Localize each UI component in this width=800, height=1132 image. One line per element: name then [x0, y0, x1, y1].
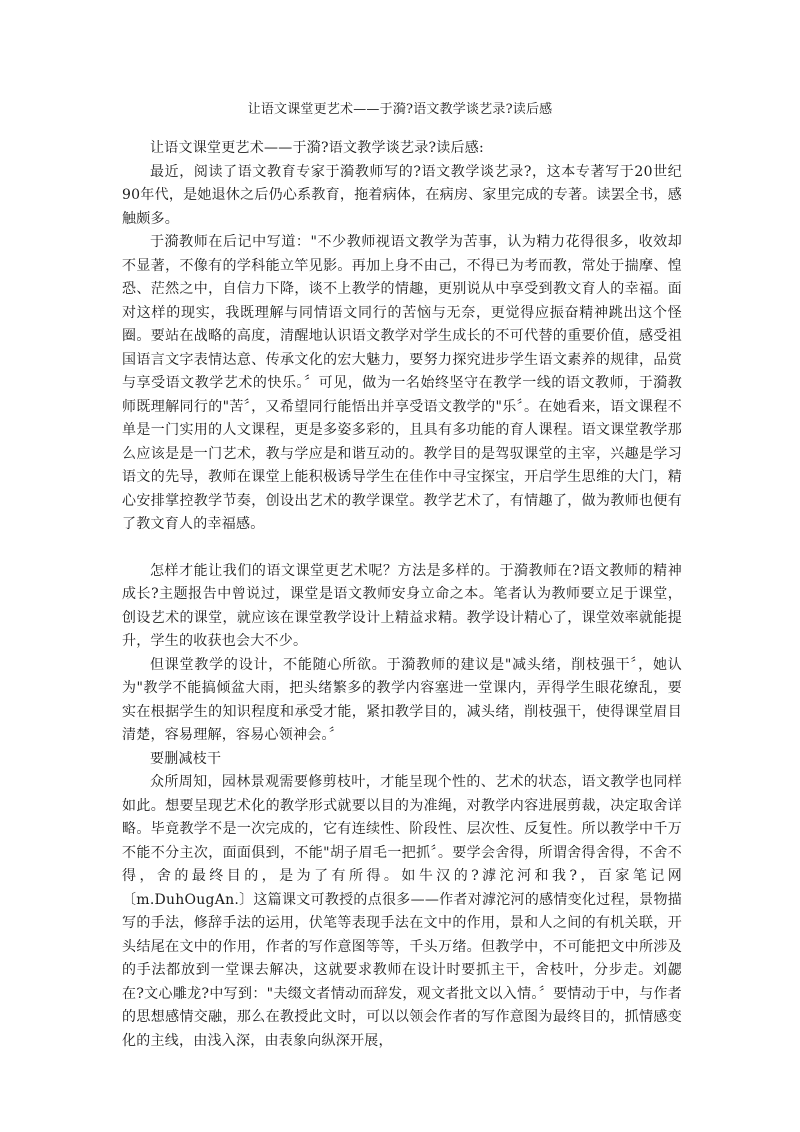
- section-heading: 要删减枝干: [150, 750, 222, 767]
- section-heading: 让语文课堂更艺术——于漪?语文教学谈艺录?读后感:: [150, 140, 484, 156]
- body-paragraph: 怎样才能让我们的语文课堂更艺术呢？方法是多样的。于漪教师在?语文教师的精神成长?主题报告中曾说过，课堂是语文教师安身立命之本。笔者认为教师要立足于课堂，创设艺术的课堂，就应该在课堂教学设计上精益求精。教学设计精心了，课堂效率就能提升，学生的收获也会大不少。: [122, 562, 682, 649]
- body-paragraph: 于漪教师在后记中写道："不少教师视语文教学为苦事，认为精力花得很多，收效却不显著，不像有的学科能立竿见影。再加上身不由己，不得已为考而教，常处于揣摩、惶恐、茫然之中，自信力下降，谈不上教学的情趣，更别说从中享受到教文育人的幸福。面对这样的现实，我既理解与同情语文同行的苦恼与无奈，更觉得应振奋精神跳出这个怪圈。要站在战略的高度，清醒地认识语文教学对学生成长的不可代替的重要价值，感受祖国语言文字表情达意、传承文化的宏大魅力，要努力探究进步学生语文素养的规律，品赏与享受语文教学艺术的快乐。〞可见，做为一名始终坚守在教学一线的语文教师，于漪教师既理解同行的"苦〞，又希望同行能悟出并享受语文教学的"乐〞。在她看来，语文课程不单是一门实用的人文课程，更是多姿多彩的，且具有多功能的育人课程。语文课堂教学那么应该是是一门艺术，教与学应是和谐互动的。教学目的是驾驭课堂的主宰，兴趣是学习语文的先导，教师在课堂上能积极诱导学生在佳作中寻宝探宝，开启学生思维的大门，精心安排掌控教学节奏，创设出艺术的教学课堂。教学艺术了，有情趣了，做为教师也便有了教文育人的幸福感。: [122, 234, 682, 532]
- body-paragraph: 众所周知，园林景观需要修剪枝叶，才能呈现个性的、艺术的状态，语文教学也同样如此。想要呈现艺术化的教学形式就要以目的为准绳，对教学内容进展剪裁，决定取舍详略。毕竟教学不是一次完成的，它有连续性、阶段性、层次性、反复性。所以教学中千万不能不分主次，面面俱到，不能"胡子眉毛一把抓〞。要学会舍得，所谓舍得舍得，不舍不得，舍的最终目的，是为了有所得。如牛汉的?滹沱河和我?，百家笔记网〔m.DuhOugAn.〕这篇课文可教授的点很多——作者对滹沱河的感情变化过程，景物描写的手法，修辞手法的运用，伏笔等表现手法在文中的作用，景和人之间的有机关联，开头结尾在文中的作用，作者的写作意图等等，千头万绪。但教学中，不可能把文中所涉及的手法都放到一堂课去解决，这就要求教师在设计时要抓主干，舍枝叶，分步走。刘勰在?文心雕龙?中写到："夫缀文者情动而辞发，观文者批文以入情。〞要情动于中，与作者的思想感情交融，那么在教授此文时，可以以领会作者的写作意图为最终目的，抓情感变化的主线，由浅入深，由表象向纵深开展，: [122, 774, 682, 1049]
- document-title: 让语文课堂更艺术——于漪?语文教学谈艺录?读后感: [247, 102, 553, 117]
- document-body: [122, 137, 682, 1053]
- body-paragraph: 最近，阅读了语文教育专家于漪教师写的?语文教学谈艺录?，这本专著写于20世纪90年代，是她退休之后仍心系教育，拖着病体，在病房、家里完成的专著。读罢全书，感触颇多。: [122, 163, 682, 227]
- body-paragraph: 但课堂教学的设计，不能随心所欲。于漪教师的建议是"减头绪，削枝强干〞，她认为"教学不能搞倾盆大雨，把头绪繁多的教学内容塞进一堂课内，弄得学生眼花缭乱，要实在根据学生的知识程度和承受才能，紧扣教学目的，减头绪，削枝强干，使得课堂眉目清楚，容易理解，容易心领神会。〞: [122, 656, 682, 743]
